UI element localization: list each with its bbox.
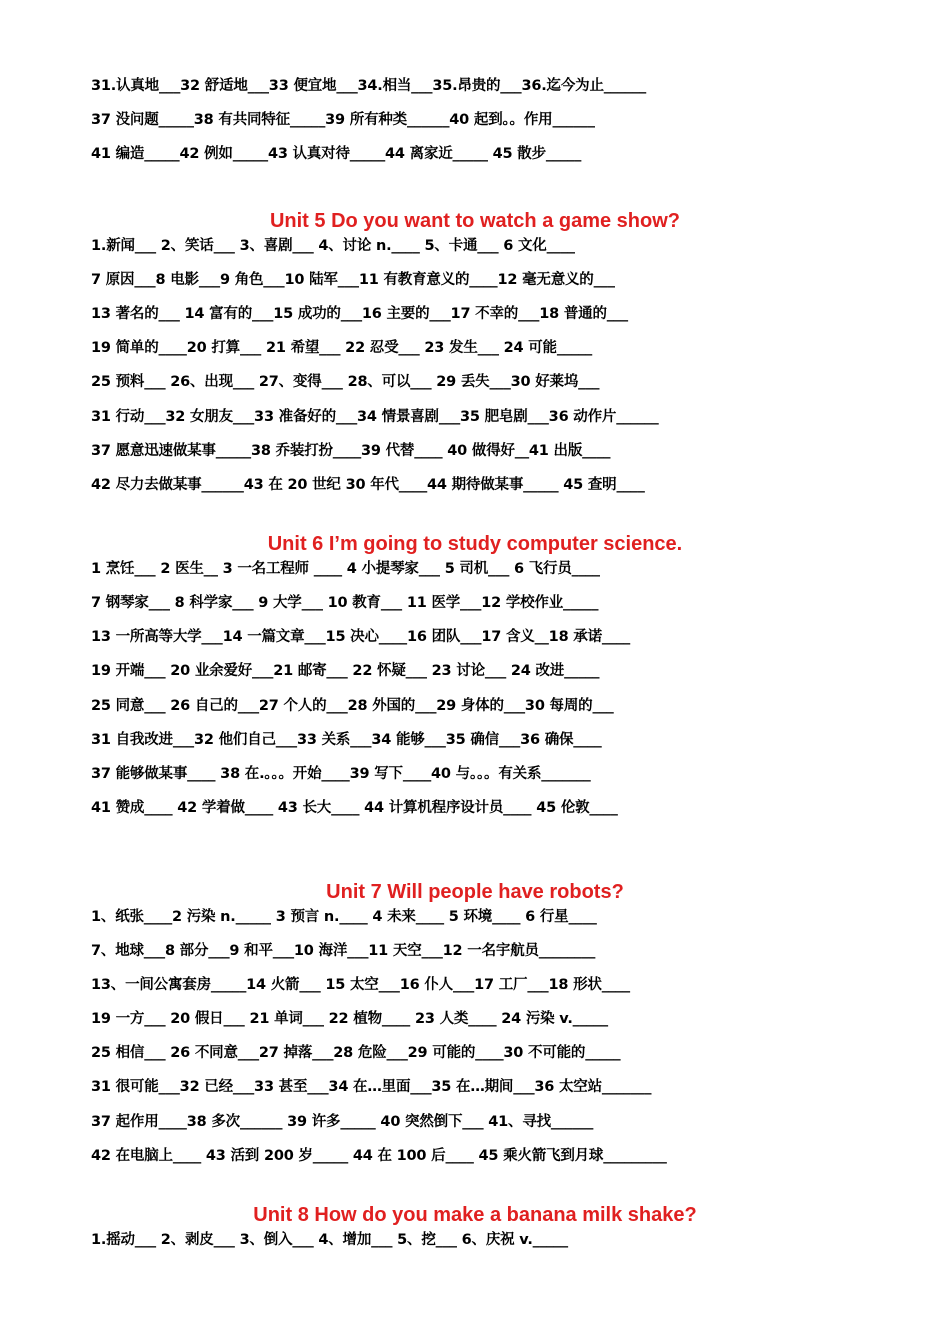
text-line: 1、纸张____2 污染 n._____ 3 预言 n.____ 4 未来____ 5 环境____ 6 行星____ (91, 909, 597, 925)
text-line: 13 一所高等大学___14 一篇文章___15 决心____16 团队___17 含义__18 承诺____ (91, 629, 631, 645)
text-line: 7、地球___8 部分___9 和平___10 海洋___11 天空___12 一名宇航员________ (91, 943, 596, 959)
text-line: 37 能够做某事____ 38 在.。。。开始____39 写下____40 与。。。有关系_______ (91, 766, 591, 782)
text-line: 13 著名的___ 14 富有的___15 成功的___16 主要的___17 不幸的___18 普通的___ (91, 306, 628, 322)
unit8-title: Unit 8 How do you make a banana milk shake? (253, 1204, 697, 1226)
text-line: 25 相信___ 26 不同意___27 掉落___28 危险___29 可能的____30 不可能的_____ (91, 1045, 621, 1061)
text-line: 31 自我改进___32 他们自己___33 关系___34 能够___35 确信___36 确保____ (91, 732, 602, 748)
unit6-title: Unit 6 I’m going to study computer science. (267, 533, 683, 555)
text-line: 37 愿意迅速做某事_____38 乔装打扮____39 代替____ 40 做得好__41 出版____ (91, 443, 611, 459)
text-line: 7 原因___8 电影___9 角色___10 陆军___11 有教育意义的____12 毫无意义的___ (91, 272, 615, 288)
text-line: 25 同意___ 26 自己的___27 个人的___28 外国的___29 身体的___30 每周的___ (91, 698, 614, 714)
text-line: 1.摇动___ 2、剥皮___ 3、倒入___ 4、增加___ 5、挖___ 6、庆祝 v._____ (91, 1232, 568, 1248)
text-line: 7 钢琴家___ 8 科学家___ 9 大学___ 10 教育___ 11 医学___12 学校作业_____ (91, 595, 599, 611)
text-line: 25 预料___ 26、出现___ 27、变得___ 28、可以___ 29 丢失___30 好莱坞___ (91, 374, 600, 390)
text-line: 1 烹饪___ 2 医生__ 3 一名工程师 ____ 4 小提琴家___ 5 司机___ 6 飞行员____ (91, 561, 600, 577)
text-line: 19 简单的____20 打算___ 21 希望___ 22 忍受___ 23 发生___ 24 可能_____ (91, 340, 593, 356)
text-line: 37 没问题_____38 有共同特征_____39 所有种类______40 起到。。作用______ (91, 112, 595, 128)
text-line: 42 在电脑上____ 43 活到 200 岁_____ 44 在 100 后____ 45 乘火箭飞到月球_________ (91, 1148, 667, 1164)
text-line: 1.新闻___ 2、笑话___ 3、喜剧___ 4、讨论 n.____ 5、卡通___ 6 文化____ (91, 238, 575, 254)
text-line: 41 编造_____42 例如_____43 认真对待_____44 离家近_____ 45 散步_____ (91, 146, 582, 162)
unit7-title: Unit 7 Will people have robots? (326, 881, 624, 903)
text-line: 31 很可能___32 已经___33 甚至___34 在…里面___35 在…期间___36 太空站_______ (91, 1079, 652, 1095)
text-line: 37 起作用____38 多次______ 39 许多_____ 40 突然倒下___ 41、寻找______ (91, 1114, 594, 1130)
text-line: 13、一间公寓套房_____14 火箭___ 15 太空___16 仆人___17 工厂___18 形状____ (91, 977, 630, 993)
text-line: 41 赞成____ 42 学着做____ 43 长大____ 44 计算机程序设计员____ 45 伦敦____ (91, 800, 618, 816)
text-line: 19 开端___ 20 业余爱好___21 邮寄___ 22 怀疑___ 23 讨论___ 24 改进_____ (91, 663, 600, 679)
text-line: 19 一方___ 20 假日___ 21 单词___ 22 植物____ 23 人类____ 24 污染 v._____ (91, 1011, 608, 1027)
text-line: 42 尽力去做某事______43 在 20 世纪 30 年代____44 期待做某事_____ 45 查明____ (91, 477, 645, 493)
unit5-title: Unit 5 Do you want to watch a game show? (269, 210, 681, 232)
text-line: 31.认真地___32 舒适地___33 便宜地___34.相当___35.昂贵的___36.迄今为止______ (91, 78, 647, 94)
text-line: 31 行动___32 女朋友___33 准备好的___34 情景喜剧___35 肥皂剧___36 动作片______ (91, 409, 659, 425)
